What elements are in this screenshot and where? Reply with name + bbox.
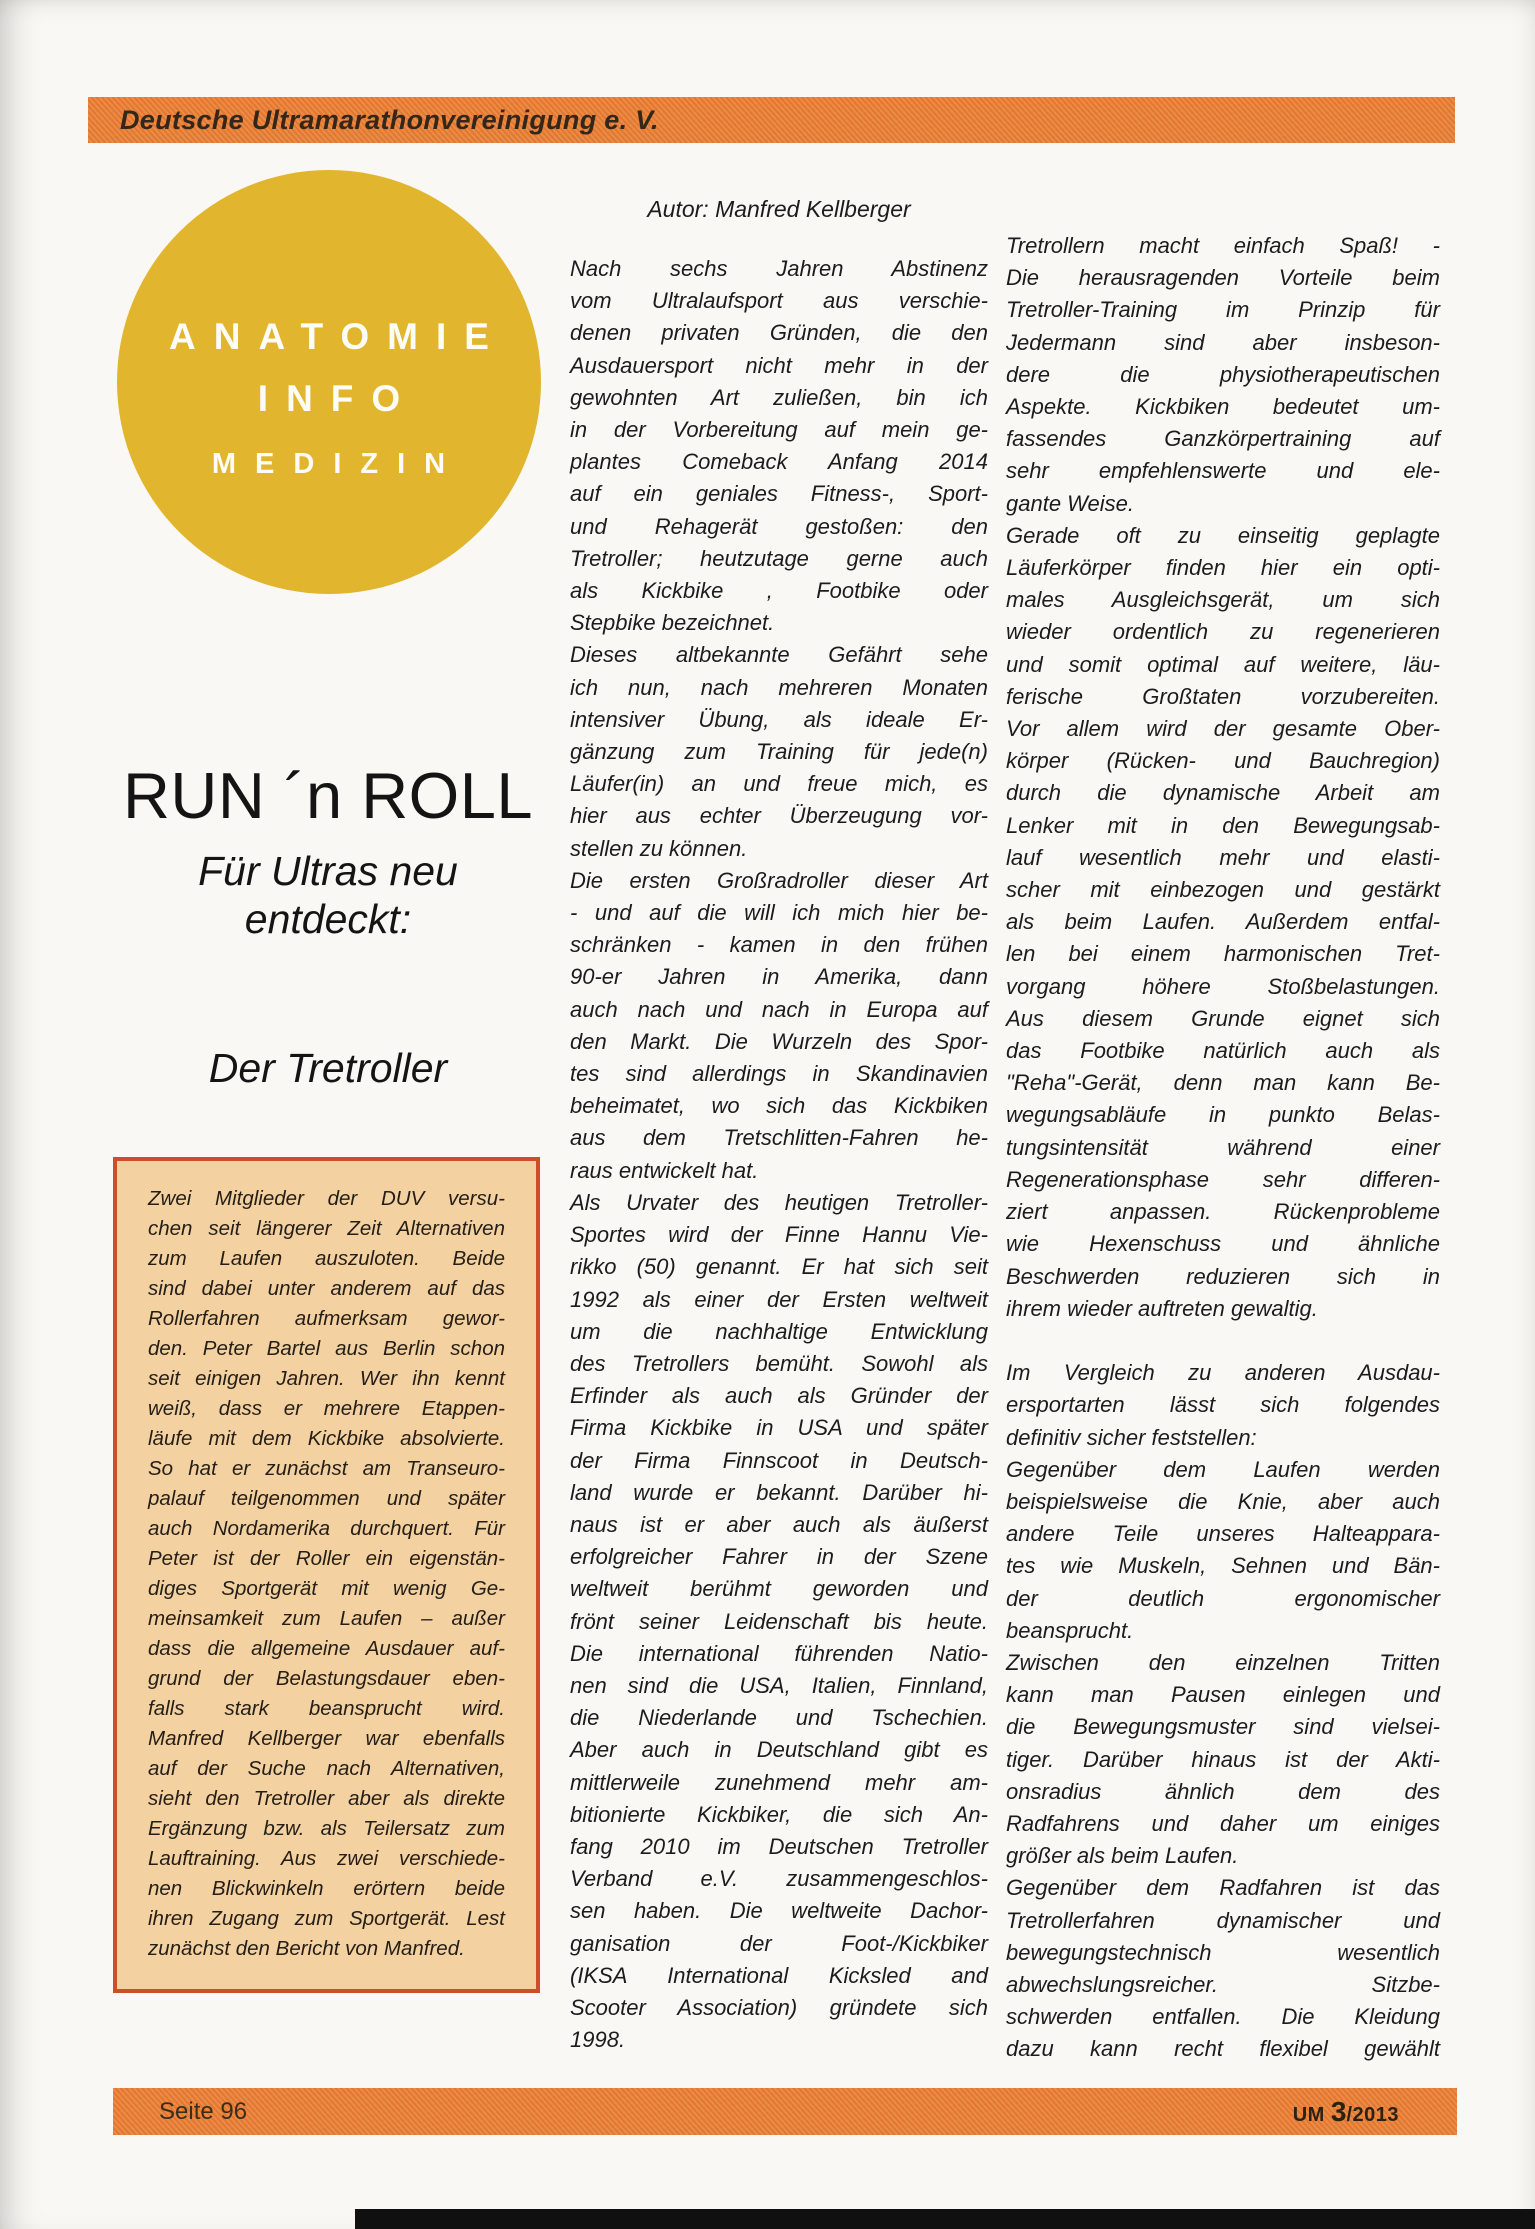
text-line: ich nun, nach mehreren Monaten [570,674,988,700]
text-line: 1992 als einer der Ersten weltweit [570,1286,988,1312]
text-line: intensiver Übung, als ideale Er- [570,706,988,732]
text-line: gante Weise. [1006,490,1135,516]
text-line: Sportes wird der Finne Hannu Vie- [570,1222,988,1248]
text-line: (IKSA International Kicksled and [570,1962,988,1988]
text-line: palauf teilgenommen und später [148,1487,505,1510]
text-line: Läuferkörper finden hier ein opti- [1006,555,1440,581]
text-line: auf der Suche nach Alternativen, [148,1757,505,1780]
text-line: Aspekte. Kickbiken bedeutet um- [1006,394,1440,420]
text-line: Ausdauersport nicht mehr in der [570,352,988,378]
blank-line [1006,1325,1440,1357]
text-line: und Rehagerät gestoßen: den [570,513,988,539]
text-line: auf ein geniales Fitness-, Sport- [570,481,988,507]
text-line: des Tretrollers bemüht. Sowohl als [570,1350,988,1376]
header-bar [88,97,1455,143]
text-line: nen sind die USA, Italien, Finnland, [570,1672,988,1698]
text-line: weiß, dass er mehrere Etappen- [148,1397,505,1420]
text-line: Gegenüber dem Laufen werden [1006,1456,1440,1482]
text-line: lauf wesentlich mehr und elasti- [1006,844,1440,870]
text-line: abwechslungsreicher. Sitzbe- [1006,1971,1440,1997]
text-line: 90-er Jahren in Amerika, dann [570,964,988,990]
footer-issue-prefix: UM [1292,2103,1331,2126]
badge-line-info: INFO [257,378,419,419]
text-line: der Firma Finnscoot in Deutsch- [570,1447,988,1473]
text-line: wie Hexenschuss und ähnliche [1006,1231,1440,1257]
text-line: raus entwickelt hat. [570,1157,759,1183]
text-line: andere Teile unseres Halteappara- [1006,1521,1440,1547]
text-line: Scooter Association) gründete sich [570,1994,988,2020]
text-line: das Footbike natürlich auch als [1006,1038,1440,1064]
middle-column-text [570,253,988,2056]
text-line: Ergänzung bzw. als Teilersatz zum [148,1817,505,1840]
text-line: Tretrollern macht einfach Spaß! - [1006,233,1440,258]
text-line: sehr empfehlenswerte und ele- [1006,458,1440,484]
text-line: vom Ultralaufsport aus verschie- [570,288,988,314]
text-line: Als Urvater des heutigen Tretroller- [570,1189,988,1215]
text-line: Die international führenden Natio- [570,1640,988,1666]
text-line: kann man Pausen einlegen und [1006,1682,1440,1708]
text-line: plantes Comeback Anfang 2014 [570,449,988,475]
footer-issue-suffix: /2013 [1346,2103,1399,2126]
text-line: Tretroller; heutzutage gerne auch [570,545,988,571]
text-line: Aber auch in Deutschland gibt es [570,1737,988,1763]
text-line: ferische Großtaten vorzubereiten. [1006,683,1440,709]
text-line: Die herausragenden Vorteile beim [1006,265,1440,291]
text-line: Rollerfahren aufmerksam gewor- [148,1307,505,1330]
text-line: erfolgreicher Fahrer in der Szene [570,1544,988,1570]
text-line: Tretroller-Training im Prinzip für [1006,297,1440,323]
text-line: diges Sportgerät mit wenig Ge- [148,1577,505,1600]
text-line: körper (Rücken- und Bauchregion) [1006,748,1440,774]
text-line: wieder ordentlich zu regenerieren [1006,619,1440,645]
text-line: als beim Laufen. Außerdem entfal- [1006,909,1440,935]
article-subtitle-line1: Für Ultras neu [198,848,458,894]
text-line: Läufer(in) an und freue mich, es [570,771,988,797]
text-line: So hat er zunächst am Transeuro- [148,1457,505,1480]
text-line: dere die physiotherapeutischen [1006,361,1440,387]
text-line: naus ist er aber auch als äußerst [570,1511,988,1537]
text-line: Lauftraining. Aus zwei verschiede- [148,1847,505,1870]
footer-bar [113,2088,1457,2135]
text-line: Tretrollerfahren dynamischer und [1006,1907,1440,1933]
text-line: sen haben. Die weltweite Dachor- [570,1898,988,1924]
text-line: mittlerweile zunehmend mehr am- [570,1769,988,1795]
text-line: beheimatet, wo sich das Kickbiken [570,1093,988,1119]
intro-text-box [113,1157,540,1993]
text-line: gewohnten Art zuließen, bin ich [570,384,988,410]
text-line: Die ersten Großradroller dieser Art [570,867,988,893]
text-line: die Bewegungsmuster sind vielsei- [1006,1714,1440,1740]
text-line: chen seit längerer Zeit Alternativen [148,1217,505,1240]
text-line: len bei einem harmonischen Tret- [1006,941,1440,967]
text-line: Regenerationsphase sehr differen- [1006,1166,1440,1192]
text-line: males Ausgleichsgerät, um sich [1006,587,1440,613]
text-line: die Niederlande und Tschechien. [570,1705,988,1731]
text-line: Verband e.V. zusammengeschlos- [570,1866,988,1892]
text-line: Vor allem wird der gesamte Ober- [1006,716,1440,742]
text-line: den. Peter Bartel aus Berlin schon [148,1337,505,1360]
text-line: durch die dynamische Arbeit am [1006,780,1440,806]
middle-text-column [570,196,988,2056]
anatomie-info-medizin-badge [117,170,541,594]
text-line: bitionierte Kickbiker, die sich An- [570,1801,988,1827]
header-title: Deutsche Ultramarathonvereinigung e. V. [120,104,659,135]
footer-issue-label [1293,2096,1399,2128]
footer-page-number: Seite 96 [159,2097,248,2125]
text-line: "Reha"-Gerät, denn man kann Be- [1006,1070,1440,1096]
text-line: denen privaten Gründen, die den [570,320,988,346]
text-line: tungsintensität während einer [1006,1134,1440,1160]
text-line: stellen zu können. [570,835,748,861]
text-line: tes sind allerdings in Skandinavien [570,1061,988,1087]
text-line: auch Nordamerika durchquert. Für [148,1517,505,1540]
text-line: Im Vergleich zu anderen Ausdau- [1006,1360,1440,1386]
text-line: seit einigen Jahren. Wer ihn kennt [148,1367,505,1390]
text-line: definitiv sicher feststellen: [1006,1424,1257,1450]
text-line: Aus diesem Grunde eignet sich [1006,1005,1440,1031]
text-line: ziert anpassen. Rückenprobleme [1006,1199,1440,1225]
text-line: Erfinder als auch als Gründer der [570,1383,988,1409]
text-line: - und auf die will ich mich hier be- [570,900,988,926]
text-line: tiger. Darüber hinaus ist der Akti- [1006,1746,1440,1772]
badge-line-anatomie: ANATOMIE [169,316,507,357]
text-line: hier aus echter Überzeugung vor- [570,803,988,829]
scan-edge-artifact [355,2209,1535,2229]
text-line: als Kickbike , Footbike oder [570,578,988,604]
text-line: nen Blickwinkeln erörtern beide [148,1877,505,1900]
article-title-block [110,758,546,1092]
text-line: rikko (50) genannt. Er hat sich seit [570,1254,988,1280]
text-line: Lenker mit in den Bewegungsab- [1006,812,1440,838]
text-line: grund der Belastungsdauer eben- [148,1667,505,1690]
text-line: Zwischen den einzelnen Tritten [1006,1649,1440,1675]
footer-issue-number: 3 [1330,2095,1347,2127]
text-line: um die nachhaltige Entwicklung [570,1318,988,1344]
text-line: dass die allgemeine Ausdauer auf- [148,1637,505,1660]
text-line: ganisation der Foot-/Kickbiker [570,1930,988,1956]
text-line: scher mit einbezogen und gestärkt [1006,877,1440,903]
text-line: meinsamkeit zum Laufen – außer [148,1607,505,1630]
text-line: beispielsweise die Knie, aber auch [1006,1488,1440,1514]
text-line: onsradius ähnlich dem des [1006,1778,1440,1804]
article-subtitle-line2: entdeckt: [244,896,412,942]
text-line: zum Laufen auszuloten. Beide [148,1247,505,1270]
text-line: zunächst den Bericht von Manfred. [148,1937,465,1960]
text-line: Zwei Mitglieder der DUV versu- [148,1187,505,1210]
text-line: frönt seiner Leidenschaft bis heute. [570,1608,988,1634]
text-line: Peter ist der Roller ein eigenstän- [148,1547,505,1570]
badge-line-medizin: MEDIZIN [211,448,465,480]
text-line: auch nach und nach in Europa auf [570,996,988,1022]
text-line: falls stark beansprucht wird. [148,1697,505,1720]
right-text-column [1006,230,1440,2066]
text-line: aus dem Tretschlitten-Fahren he- [570,1125,988,1151]
text-line: fang 2010 im Deutschen Tretroller [570,1833,988,1859]
text-line: weltweit berühmt geworden und [570,1576,988,1602]
text-line: Manfred Kellberger war ebenfalls [148,1727,505,1750]
text-line: gänzung zum Training für jede(n) [570,739,988,765]
text-line: ersportarten lässt sich folgendes [1006,1392,1440,1418]
text-line: Gegenüber dem Radfahren ist das [1006,1875,1440,1901]
text-line: läufe mit dem Kickbike absolvierte. [148,1427,505,1450]
text-line: größer als beim Laufen. [1006,1843,1239,1869]
text-line: dazu kann recht flexibel gewählt [1006,2036,1440,2062]
text-line: Stepbike bezeichnet. [570,610,775,636]
text-line: beansprucht. [1006,1617,1134,1643]
text-line: bewegungstechnisch wesentlich [1006,1939,1440,1965]
article-title: RUN ´n ROLL [122,759,534,832]
article-subject: Der Tretroller [208,1045,448,1091]
text-line: wegungsabläufe in punkto Belas- [1006,1102,1440,1128]
text-line: Gerade oft zu einseitig geplagte [1006,522,1440,548]
text-line: Nach sechs Jahren Abstinenz [570,256,988,281]
text-line: Firma Kickbike in USA und später [570,1415,988,1441]
text-line: schränken - kamen in den frühen [570,932,988,958]
text-line: tes wie Muskeln, Sehnen und Bän- [1006,1553,1440,1579]
text-line: sind dabei unter anderem auf das [148,1277,505,1300]
text-line: Radfahrens und daher um einiges [1006,1810,1440,1836]
text-line: Dieses altbekannte Gefährt sehe [570,642,988,668]
text-line: ihrem wieder auftreten gewaltig. [1006,1295,1318,1321]
text-line: in der Vorbereitung auf mein ge- [570,417,988,443]
text-line: vorgang höhere Stoßbelastungen. [1006,973,1440,999]
text-line: sieht den Tretroller aber als direkte [148,1787,505,1810]
text-line: und somit optimal auf weitere, läu- [1006,651,1440,677]
text-line: land wurde er bekannt. Darüber hi- [570,1479,988,1505]
author-line: Autor: Manfred Kellberger [647,196,911,222]
text-line: Beschwerden reduzieren sich in [1006,1263,1440,1289]
text-line: der deutlich ergonomischer [1006,1585,1440,1611]
text-line: den Markt. Die Wurzeln des Spor- [570,1028,988,1054]
text-line: schwerden entfallen. Die Kleidung [1006,2004,1440,2030]
text-line: 1998. [570,2027,626,2053]
article-subtitle [110,847,546,943]
text-line: ihren Zugang zum Sportgerät. Lest [148,1907,505,1930]
text-line: Jedermann sind aber insbeson- [1006,329,1440,355]
text-line: fassendes Ganzkörpertraining auf [1006,426,1440,452]
